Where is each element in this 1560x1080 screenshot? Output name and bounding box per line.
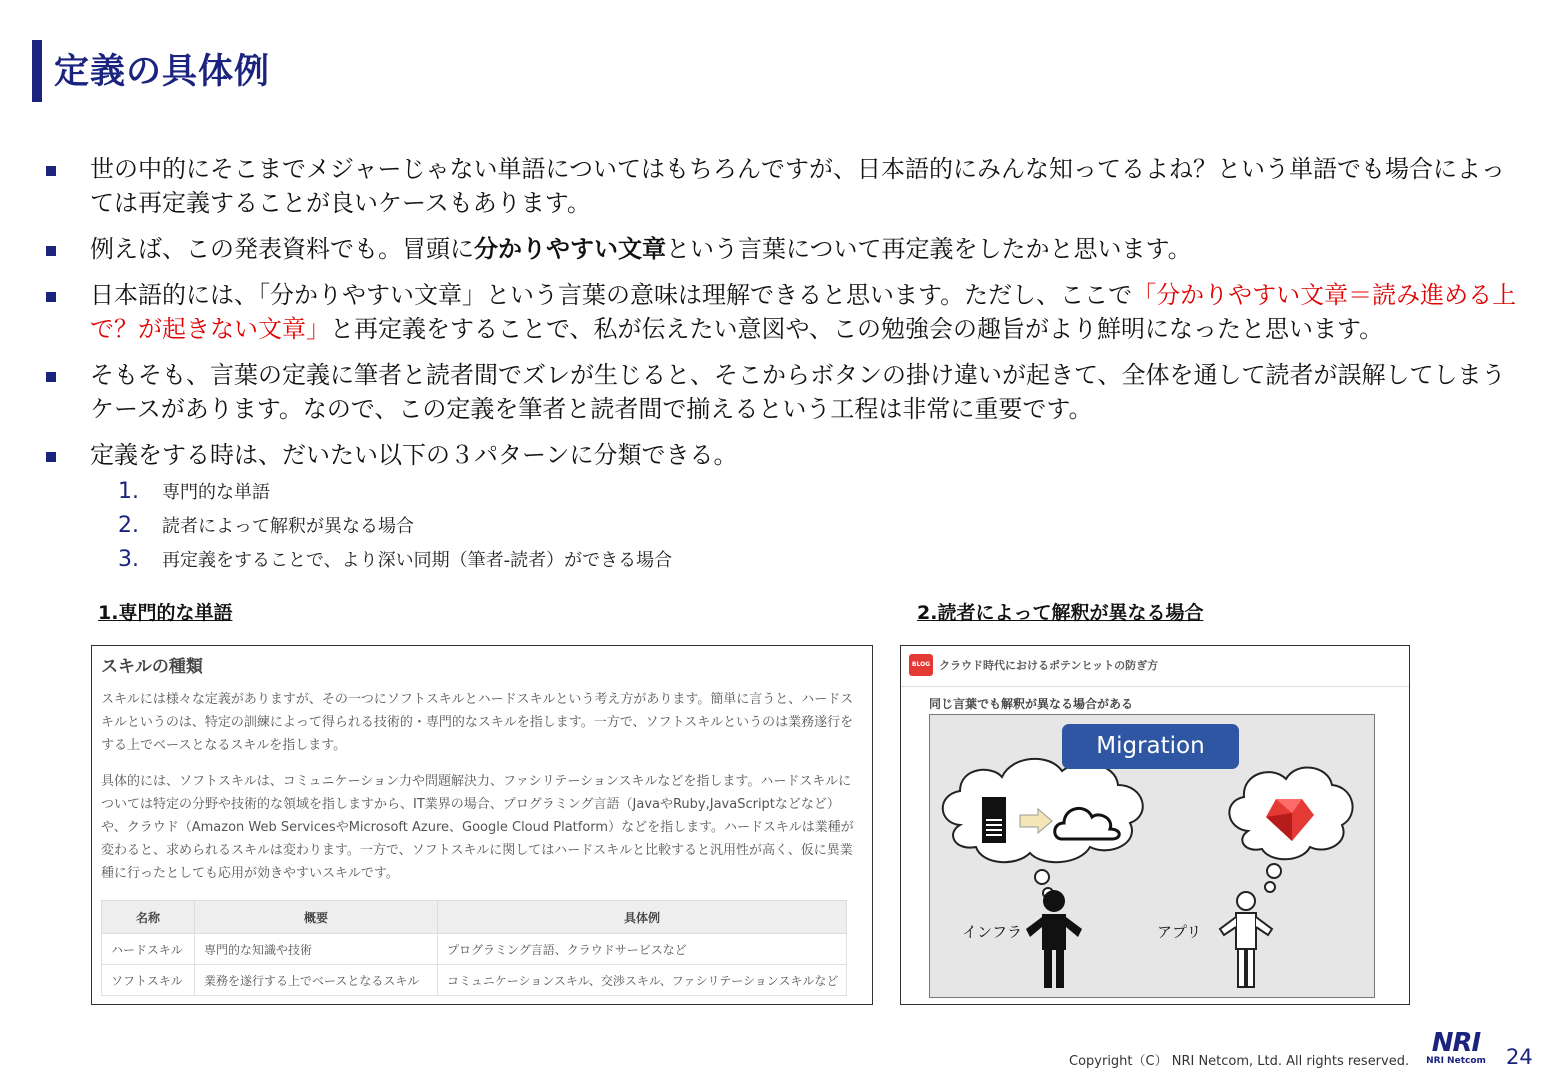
table-cell: ソフトスキル [102, 965, 195, 996]
table-cell: プログラミング言語、クラウドサービスなど [438, 934, 847, 965]
table-cell: 専門的な知識や技術 [195, 934, 438, 965]
diagram-subtitle: 同じ言葉でも解釈が異なる場合がある [929, 697, 1134, 711]
bullet-text-after: と再定義をすることで、私が伝えたい意図や、この勉強会の趣旨がより鮮明になったと思います。 [330, 315, 1384, 343]
table-header-row [102, 901, 847, 934]
nri-logo-text: NRI Netcom [1426, 1056, 1486, 1066]
app-label: アプリ [1157, 923, 1202, 941]
bullet-text: 世の中的にそこまでメジャーじゃない単語についてはもちろんですが、日本語的にみんな知ってるよね？という単語でも場合によっては再定義することが良いケースもあります。 [90, 155, 1506, 217]
bullet-bold-term: 分かりやすい文章 [474, 235, 666, 263]
item-text: 読者によって解釈が異なる場合 [162, 516, 414, 537]
bullet-square-icon [46, 246, 56, 256]
bullet-square-icon [46, 372, 56, 382]
screenshot-blog-diagram [900, 645, 1410, 1005]
table-cell: 業務を遂行する上でベースとなるスキル [195, 965, 438, 996]
app-person-icon [1220, 892, 1272, 987]
skill-table [101, 900, 847, 996]
page-title: 定義の具体例 [54, 52, 271, 92]
infra-label: インフラ [962, 923, 1023, 941]
nri-netcom-logo [1422, 1030, 1490, 1066]
migration-diagram [929, 714, 1375, 998]
bullet-red-definition: 「分かりやすい文章＝読み進める上で？が起きない文章」 [90, 281, 1517, 343]
migration-label: Migration [1062, 724, 1239, 769]
bullet-text: そもそも、言葉の定義に筆者と読者間でズレが生じると、そこからボタンの掛け違いが起きて、全体を通して読者が誤解してしまうケースがあります。なので、この定義を筆者と読者間で揃えるという工程は非常に重要です。 [90, 361, 1506, 423]
bullet-item [46, 278, 1521, 346]
bullet-text-before: 例えば、この発表資料でも。冒頭に [90, 235, 474, 263]
bullet-text-before: 日本語的には、「分かりやすい文章」という言葉の意味は理解できると思います。ただし、ここで [90, 281, 1133, 309]
header-divider [901, 686, 1409, 687]
numbered-item [118, 512, 672, 546]
numbered-list [118, 478, 672, 580]
copyright-text: Copyright（C） NRI Netcom, Ltd. All rights reserved. [1069, 1054, 1410, 1069]
screenshot-skill-types [91, 645, 873, 1005]
column-header: 概要 [195, 901, 438, 934]
table-cell: コミュニケーションスキル、交渉スキル、ファシリテーションスキルなど [438, 965, 847, 996]
bullet-square-icon [46, 166, 56, 176]
item-text: 専門的な単語 [162, 482, 270, 503]
bullet-item [46, 232, 1521, 266]
bullet-item [46, 438, 1521, 472]
item-number: 1. [118, 479, 139, 504]
column-header: 名称 [102, 901, 195, 934]
page-number: 24 [1506, 1045, 1533, 1069]
infra-person-icon [1026, 890, 1082, 988]
table-row [102, 934, 847, 965]
nri-logo-mark: NRI [1431, 1028, 1481, 1058]
item-text: 再定義をすることで、より深い同期（筆者-読者）ができる場合 [162, 550, 673, 571]
bullet-list [46, 152, 1521, 484]
bullet-item [46, 152, 1521, 220]
blog-header-title: クラウド時代におけるポテンヒットの防ぎ方 [939, 659, 1159, 672]
article-paragraph: スキルには様々な定義がありますが、その一つにソフトスキルとハードスキルという考え方があります。簡単に言うと、ハードスキルというのは、特定の訓練によって得られる技術的・専門的なスキルを指します。一方で、ソフトスキルというのは業務遂行をする上でベースとなるスキルを指します。 [101, 692, 854, 753]
article-paragraph: 具体的には、ソフトスキルは、コミュニケーション力や問題解決力、ファシリテーションスキルなどを指します。ハードスキルについては特定の分野や技術的な領域を指しますから、IT業界の場合、プログラミング言語（JavaやRuby,JavaScriptなどなど）や、クラウド（Amazon Web ServicesやMicrosoft Azure、Google Cloud Platform）などを指します。ハードスキルは業種が変わると、求められるスキルは変わります。一方で、ソフトスキルに関してはハードスキルと比較すると汎用性が高く、仮に異業種に行ったとしても応用が効きやすいスキルです。 [101, 774, 854, 881]
bullet-item [46, 358, 1521, 426]
column-header: 具体例 [438, 901, 847, 934]
bullet-square-icon [46, 292, 56, 302]
item-number: 2. [118, 513, 139, 538]
bullet-text-after: という言葉について再定義をしたかと思います。 [666, 235, 1192, 263]
numbered-item [118, 546, 672, 580]
table-row [102, 965, 847, 996]
title-accent-bar [32, 40, 42, 102]
caption-specialized-term: 1.専門的な単語 [98, 602, 233, 624]
blog-logo-icon: BLOG [909, 654, 933, 676]
bullet-text: 定義をする時は、だいたい以下の３パターンに分類できる。 [90, 441, 738, 469]
table-cell: ハードスキル [102, 934, 195, 965]
bullet-square-icon [46, 452, 56, 462]
item-number: 3. [118, 547, 139, 572]
article-title: スキルの種類 [101, 657, 203, 677]
numbered-item [118, 478, 672, 512]
server-icon [982, 797, 1006, 843]
caption-interpretation: 2.読者によって解釈が異なる場合 [917, 602, 1204, 624]
